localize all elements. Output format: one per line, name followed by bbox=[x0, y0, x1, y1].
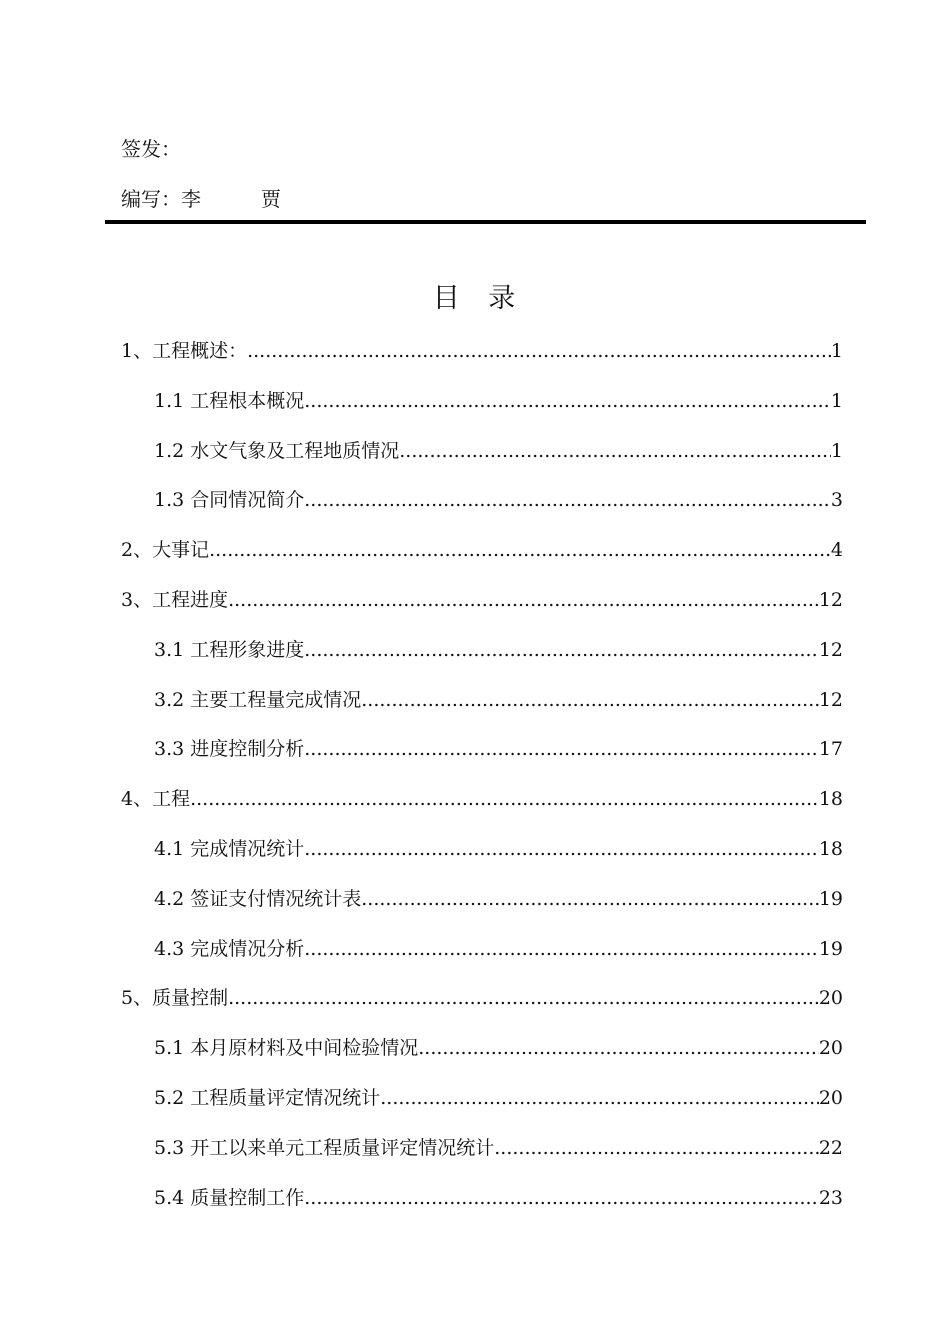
toc-entry-page-number: 20 bbox=[818, 1087, 843, 1109]
toc-dot-leader bbox=[190, 785, 819, 813]
toc-entry-page-number: 12 bbox=[818, 589, 843, 611]
toc-entry-page-number: 20 bbox=[818, 987, 843, 1009]
toc-entry-label: 3、工程进度 bbox=[121, 589, 229, 611]
toc-entry-page-number: 12 bbox=[818, 689, 843, 711]
toc-dot-leader bbox=[361, 885, 819, 913]
toc-entry-label: 2、大事记 bbox=[121, 539, 210, 561]
toc-dot-leader bbox=[361, 686, 819, 714]
toc-entry-label: 5.4 质量控制工作 bbox=[154, 1187, 305, 1209]
toc-dot-leader bbox=[304, 735, 819, 763]
toc-entry[interactable] bbox=[154, 636, 843, 664]
toc-entry-page-number: 23 bbox=[818, 1187, 843, 1209]
toc-entry-label: 1.3 合同情况简介 bbox=[154, 489, 305, 511]
toc-entry-label: 5.3 开工以来单元工程质量评定情况统计 bbox=[154, 1137, 495, 1159]
toc-entry-page-number: 3 bbox=[830, 489, 843, 511]
signoff-line: 签发： bbox=[121, 137, 181, 161]
toc-entry-label: 4.1 完成情况统计 bbox=[154, 838, 305, 860]
toc-entry[interactable] bbox=[154, 437, 843, 465]
toc-entry[interactable] bbox=[121, 586, 843, 614]
toc-entry-label: 5.1 本月原材料及中间检验情况 bbox=[154, 1037, 419, 1059]
toc-entry[interactable] bbox=[121, 984, 843, 1012]
toc-entry-page-number: 20 bbox=[818, 1037, 843, 1059]
toc-dot-leader bbox=[494, 1134, 819, 1162]
toc-entry-label: 1、工程概述： bbox=[121, 340, 248, 362]
toc-entry-label: 1.2 水文气象及工程地质情况 bbox=[154, 440, 400, 462]
toc-entry[interactable] bbox=[154, 1134, 843, 1162]
toc-entry-label: 4.2 签证支付情况统计表 bbox=[154, 888, 362, 910]
author-line: 编写：李 贾 bbox=[121, 187, 281, 211]
toc-dot-leader bbox=[418, 1034, 819, 1062]
toc-entry-page-number: 18 bbox=[818, 838, 843, 860]
toc-entry-label: 1.1 工程根本概况 bbox=[154, 390, 305, 412]
toc-dot-leader bbox=[228, 984, 819, 1012]
toc-dot-leader bbox=[399, 437, 831, 465]
toc-entry[interactable] bbox=[154, 1084, 843, 1112]
toc-entry[interactable] bbox=[154, 935, 843, 963]
toc-entry-label: 3.2 主要工程量完成情况 bbox=[154, 689, 362, 711]
toc-entry-label: 5、质量控制 bbox=[121, 987, 229, 1009]
toc-entry[interactable] bbox=[154, 686, 843, 714]
toc-dot-leader bbox=[228, 586, 819, 614]
toc-dot-leader bbox=[304, 636, 819, 664]
toc-entry-page-number: 4 bbox=[830, 539, 843, 561]
toc-dot-leader bbox=[209, 536, 831, 564]
toc-entry[interactable] bbox=[121, 785, 843, 813]
toc-entry-page-number: 1 bbox=[830, 390, 843, 412]
toc-entry[interactable] bbox=[121, 536, 843, 564]
toc-entry-label: 4、工程 bbox=[121, 788, 191, 810]
toc-entry-page-number: 1 bbox=[830, 340, 843, 362]
toc-dot-leader bbox=[304, 486, 831, 514]
toc-entry-label: 5.2 工程质量评定情况统计 bbox=[154, 1087, 381, 1109]
toc-entry-page-number: 18 bbox=[818, 788, 843, 810]
toc-entry[interactable] bbox=[121, 337, 843, 365]
toc-entry-label: 3.1 工程形象进度 bbox=[154, 639, 305, 661]
toc-dot-leader bbox=[304, 1184, 819, 1212]
toc-title: 目 录 bbox=[432, 283, 526, 314]
toc-entry[interactable] bbox=[154, 1034, 843, 1062]
toc-entry-page-number: 12 bbox=[818, 639, 843, 661]
toc-entry[interactable] bbox=[154, 735, 843, 763]
toc-dot-leader bbox=[380, 1084, 819, 1112]
toc-entry-label: 3.3 进度控制分析 bbox=[154, 738, 305, 760]
toc-entry[interactable] bbox=[154, 486, 843, 514]
toc-entry-page-number: 1 bbox=[830, 440, 843, 462]
toc-entry-page-number: 22 bbox=[818, 1137, 843, 1159]
toc-entry[interactable] bbox=[154, 835, 843, 863]
toc-entry[interactable] bbox=[154, 885, 843, 913]
toc-entry-label: 4.3 完成情况分析 bbox=[154, 938, 305, 960]
toc-entry-page-number: 17 bbox=[818, 738, 843, 760]
toc-dot-leader bbox=[304, 835, 819, 863]
toc-dot-leader bbox=[304, 387, 831, 415]
toc-entry[interactable] bbox=[154, 1184, 843, 1212]
toc-entry-page-number: 19 bbox=[818, 938, 843, 960]
header-divider bbox=[105, 220, 866, 224]
toc-dot-leader bbox=[247, 337, 831, 365]
toc-entry[interactable] bbox=[154, 387, 843, 415]
toc-dot-leader bbox=[304, 935, 819, 963]
toc-entry-page-number: 19 bbox=[818, 888, 843, 910]
